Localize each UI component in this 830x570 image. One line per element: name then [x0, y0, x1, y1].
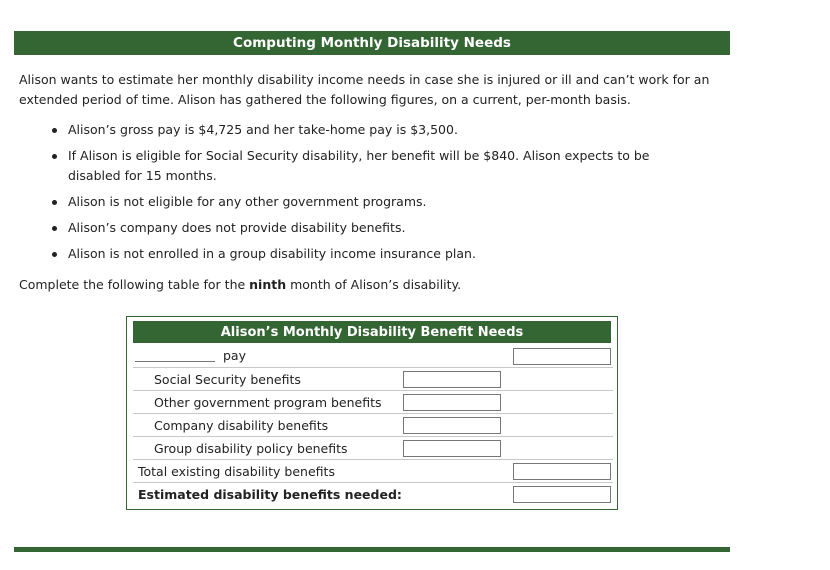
list-item: [48, 244, 668, 264]
table-row: [133, 438, 613, 460]
row-label: Other government program benefits: [154, 395, 382, 410]
table-row: [133, 369, 613, 391]
group-disability-input[interactable]: [403, 440, 501, 457]
list-item-text: Alison’s company does not provide disability benefits.: [68, 220, 406, 235]
list-item: [48, 120, 668, 140]
needed-label: Estimated disability benefits needed:: [138, 487, 402, 502]
page-header: [14, 31, 730, 55]
row-label: Group disability policy benefits: [154, 441, 348, 456]
pay-label: pay: [223, 348, 246, 363]
bullet-icon: [52, 252, 57, 257]
footer-divider: [14, 547, 730, 552]
list-item-text: Alison’s gross pay is $4,725 and her take-home pay is $3,500.: [68, 122, 458, 137]
total-label: Total existing disability benefits: [138, 464, 335, 479]
list-item: [48, 192, 668, 212]
benefits-needed-input[interactable]: [513, 486, 611, 503]
pay-row: [133, 346, 613, 368]
list-item: [48, 218, 668, 238]
pay-amount-input[interactable]: [513, 348, 611, 365]
table-title: Alison’s Monthly Disability Benefit Needs: [133, 321, 611, 343]
table-row: [133, 392, 613, 414]
table-row: [133, 415, 613, 437]
pay-type-dropdown[interactable]: [135, 361, 215, 362]
other-government-input[interactable]: [403, 394, 501, 411]
benefit-needs-table: [126, 316, 618, 510]
row-label: Company disability benefits: [154, 418, 329, 433]
social-security-input[interactable]: [403, 371, 501, 388]
facts-list: [48, 120, 668, 270]
bullet-icon: [52, 200, 57, 205]
list-item-text: Alison is not eligible for any other government programs.: [68, 194, 427, 209]
list-item: [48, 146, 668, 186]
total-row: [133, 461, 613, 483]
instruction-text: [19, 275, 461, 295]
bullet-icon: [52, 128, 57, 133]
list-item-text: If Alison is eligible for Social Security disability, her benefit will be $840. Alison expects to be disabled for 15 months.: [68, 148, 650, 183]
intro-paragraph: Alison wants to estimate her monthly disability income needs in case she is injured or ill and can’t work for an extended period of time. Alison has gathered the following figures, on a current, per-month basis.: [19, 72, 710, 107]
bullet-icon: [52, 226, 57, 231]
row-label: Social Security benefits: [154, 372, 301, 387]
instruction-after: month of Alison’s disability.: [286, 277, 462, 292]
bullet-icon: [52, 154, 57, 159]
list-item-text: Alison is not enrolled in a group disability income insurance plan.: [68, 246, 476, 261]
company-disability-input[interactable]: [403, 417, 501, 434]
total-benefits-input[interactable]: [513, 463, 611, 480]
instruction-before: Complete the following table for the: [19, 277, 250, 292]
page-title: Computing Monthly Disability Needs: [233, 35, 511, 51]
instruction-bold: ninth: [249, 277, 287, 292]
needed-row: [133, 484, 613, 506]
